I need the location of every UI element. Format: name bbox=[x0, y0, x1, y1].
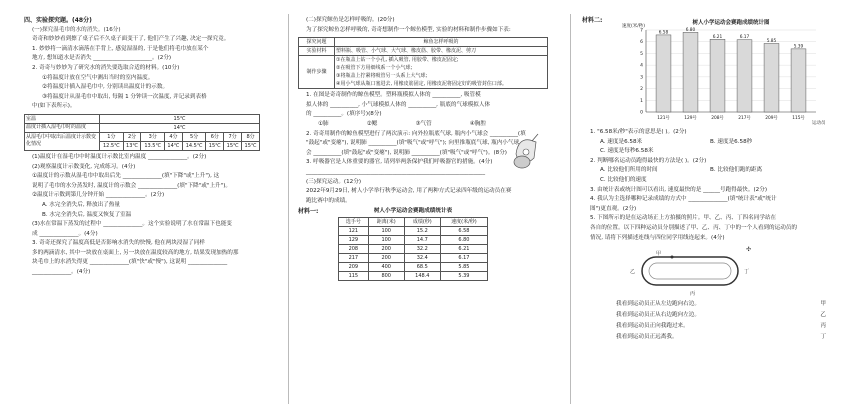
speed-bar-chart bbox=[620, 16, 825, 128]
y-tick-label: 0 bbox=[640, 110, 643, 116]
text-line: A. 速度是6.58米 bbox=[600, 138, 643, 145]
table-cell: 实验材料 bbox=[299, 47, 335, 56]
option: ②鳃 bbox=[366, 120, 378, 127]
model-table bbox=[298, 37, 548, 89]
match-person: 丁 bbox=[820, 334, 826, 341]
material-1-label: 材料一: bbox=[298, 208, 319, 216]
text-line: ______________。(4分) bbox=[32, 269, 91, 276]
step-text: ④用小气球从瓶口塞进去, 用橡皮筋固定, 用橡皮泥将固定好的吸管封住口部。 bbox=[336, 81, 507, 88]
text-line: 1. "6.58米/秒"表示的意思是( )。(2分) bbox=[590, 129, 687, 135]
table-cell: 5.39 bbox=[440, 271, 487, 280]
table-cell: 6.80 bbox=[440, 235, 487, 244]
section-title: 四、实验探究题。(48分) bbox=[24, 17, 92, 24]
data-label: 6.21 bbox=[712, 34, 723, 40]
table-cell: 15.2 bbox=[404, 226, 440, 235]
table-cell: 3分 bbox=[141, 132, 165, 141]
table-row bbox=[339, 271, 488, 280]
text-line: 3. 由统计表或统计图可以看出, 速度最快的是 ______号跑得最快。(2分) bbox=[590, 186, 767, 193]
text-line: 会 __________(填"鼓起"或"变瘪"), 说明肺 __________(填"吸气"或"呼气")。(8分) bbox=[306, 149, 507, 156]
chart-title: 树人小学运动会赛跑成绩统计图 bbox=[692, 20, 770, 26]
x-tick-label: 209号 bbox=[765, 116, 778, 121]
text-line: (1)温度计在湿毛巾中时温度计示数比室内温度 ______________。(2分) bbox=[32, 153, 207, 160]
table-cell: 100 bbox=[368, 226, 404, 235]
table-cell: 室温 bbox=[25, 114, 100, 123]
text-line: 3. 奇奇还探究了温度高低是否影响水消失的快慢, 他在两块浸湿了同样 bbox=[32, 240, 205, 247]
table-cell: 温度计插入湿毛巾时的温度 bbox=[25, 123, 100, 132]
column-3 bbox=[582, 16, 840, 343]
text-line: (二)探究鲸鱼是怎样呼吸的。(20分) bbox=[306, 17, 395, 23]
bar bbox=[656, 35, 671, 112]
data-label: 5.85 bbox=[766, 38, 777, 44]
svg-text:丙: 丙 bbox=[690, 291, 696, 298]
text-line: 中(如下表所示)。 bbox=[32, 103, 76, 110]
svg-text:丁: 丁 bbox=[744, 269, 750, 276]
temperature-table bbox=[24, 114, 260, 151]
text-line: (一)探究湿毛巾的水的消失。(16分) bbox=[32, 26, 121, 33]
table-cell: 121 bbox=[339, 226, 369, 235]
text-line: B. 水完全消失后, 温度又恢复了室温 bbox=[42, 211, 132, 218]
text-line: ③将温度计从湿毛巾中取出, 每隔 1 分钟读一次温度, 并记录到表格 bbox=[42, 93, 207, 100]
table-cell: 15℃ bbox=[206, 141, 224, 150]
bar bbox=[683, 32, 698, 112]
table-cell: 200 bbox=[368, 244, 404, 253]
table-cell: 6.21 bbox=[440, 244, 487, 253]
text-line: 2. 奇奇与妙妙为了研究水的消失要选取合适的材料。(10分) bbox=[32, 64, 180, 71]
table-header: 速度(米/秒) bbox=[440, 217, 487, 226]
table-cell: 12.5℃ bbox=[100, 141, 124, 150]
option: ④胸腔 bbox=[469, 120, 486, 127]
text-line: 为了探究鲸鱼怎样呼吸的, 奇奇想制作一个鲸鱼模型, 实验的材料和制作步骤如下表: bbox=[306, 26, 511, 33]
x-tick-label: 129号 bbox=[684, 116, 697, 121]
table-cell: 800 bbox=[368, 271, 404, 280]
table-cell: 15℃ bbox=[100, 114, 260, 123]
x-tick-label: 121号 bbox=[657, 116, 670, 121]
match-row bbox=[582, 321, 840, 332]
text-line: 3. 呼吸器官是人体重要的器官, 请列举两条保护我们呼吸器官的措施。(4分) bbox=[306, 159, 493, 166]
data-label: 5.39 bbox=[793, 44, 804, 50]
text-line: ②将温度计插入湿毛巾中, 分别读出温度计的示数。 bbox=[42, 84, 169, 91]
text-line: 多的两滴清水, 其中一块放在桌面上, 另一块放在温度较高的地方, 结果发现加热的那 bbox=[32, 249, 239, 256]
table-cell: 6.17 bbox=[440, 253, 487, 262]
table-cell: 13.5℃ bbox=[141, 141, 165, 150]
table-cell: 32.2 bbox=[404, 244, 440, 253]
match-statement: 我看到运动员正从右边跑向左边。 bbox=[616, 312, 700, 319]
x-tick-label: 208号 bbox=[711, 116, 724, 121]
match-row bbox=[582, 299, 840, 310]
table-title: 树人小学运动会赛跑成绩统计表 bbox=[373, 208, 453, 215]
table-cell: 32.4 bbox=[404, 253, 440, 262]
match-statement: 我看到运动员正远离我。 bbox=[616, 334, 678, 341]
data-label: 6.80 bbox=[685, 27, 696, 33]
svg-text:✣: ✣ bbox=[746, 246, 752, 254]
table-cell: 14.7 bbox=[404, 235, 440, 244]
text-line: 成 ______________。(4分) bbox=[32, 230, 98, 237]
step-text: ①在瓶盖上钻一个小孔, 插入吸管, 用胶带、橡皮泥固定; bbox=[336, 57, 459, 64]
table-cell: 从湿毛巾中取出后温度计示数变化情况 bbox=[25, 132, 100, 150]
match-row bbox=[582, 310, 840, 321]
text-line: 1. 妙妙将一滴清水滴落在手背上, 感觉湿湿的, 于是他们将毛巾放在某个 bbox=[32, 45, 209, 52]
bar bbox=[737, 40, 752, 112]
table-cell: 217 bbox=[339, 253, 369, 262]
table-cell: 13℃ bbox=[123, 141, 141, 150]
step-text: ②在吸管下方用细线系一个小气球; bbox=[336, 65, 413, 72]
text-line: 各自的位置。以下四种运动员分别描述了甲、乙、丙、丁中的一个人看到的运动员的 bbox=[590, 224, 797, 231]
text-line: 2. 判断哪名运动员跑得最快的方法是( )。(2分) bbox=[590, 157, 707, 164]
material-2-label: 材料二: bbox=[582, 17, 603, 24]
y-tick-label: 3 bbox=[640, 75, 643, 81]
y-tick-label: 6 bbox=[640, 40, 643, 46]
table-cell: 塑料瓶、吸管、小气球、大气球、橡皮筋、胶带、橡皮泥、剪刀 bbox=[335, 47, 548, 56]
y-tick-label: 2 bbox=[640, 87, 643, 93]
option: ①肺 bbox=[318, 120, 329, 127]
text-line: 跑比赛中的成绩。 bbox=[306, 197, 351, 204]
table-cell: 100 bbox=[368, 235, 404, 244]
table-cell: 68.5 bbox=[404, 262, 440, 271]
table-cell: 5.85 bbox=[440, 262, 487, 271]
x-axis-label: 运动员 bbox=[812, 121, 825, 126]
text-line: C. 速度是每秒6.58米 bbox=[600, 148, 654, 155]
text-line: ②温度计示数到第几分钟开始 ______________。(2分) bbox=[32, 192, 165, 199]
options-row bbox=[582, 138, 840, 148]
whale-model-image bbox=[508, 132, 548, 172]
match-row bbox=[582, 332, 840, 343]
table-header: 距离(米) bbox=[368, 217, 404, 226]
y-tick-label: 1 bbox=[640, 98, 643, 104]
text-line: 拟人体的 __________, 小气球模拟人体的 __________, 瓶底的气球模拟人体 bbox=[306, 101, 491, 108]
match-statement: 我看到运动员正向我跑过来。 bbox=[616, 323, 689, 330]
data-label: 6.17 bbox=[739, 35, 750, 41]
x-tick-label: 115号 bbox=[792, 116, 805, 121]
table-cell: 400 bbox=[368, 262, 404, 271]
table-row bbox=[339, 244, 488, 253]
table-row bbox=[339, 262, 488, 271]
text-line: 地方, 想知道水是否消失 _____________________。(2分) bbox=[32, 55, 172, 62]
match-person: 乙 bbox=[820, 312, 826, 319]
table-cell: 15℃ bbox=[224, 141, 242, 150]
text-line: 说明了毛巾的水分蒸发时, 温度计的示数会 ______________(填"下降"或"上升")。 bbox=[32, 182, 231, 189]
table-cell: 8分 bbox=[242, 132, 260, 141]
track-figure bbox=[582, 243, 840, 299]
table-cell: 14.5℃ bbox=[182, 141, 206, 150]
text-line: 1. 在图是奇奇制作的鲸鱼模型。塑料瓶模拟人体的 __________, 吸管模 bbox=[306, 92, 481, 99]
table-cell: 115 bbox=[339, 271, 369, 280]
text-line: 2. 奇奇用制作的鲸鱼模型进行了两次演示: 向外拉瓶底气球, 瓶内小气球会 __________(填 bbox=[306, 130, 526, 137]
y-tick-label: 5 bbox=[640, 51, 643, 57]
column-divider bbox=[288, 14, 289, 404]
race-table bbox=[338, 217, 488, 281]
option: ③气管 bbox=[415, 120, 432, 127]
table-row bbox=[339, 235, 488, 244]
table-cell: 4分 bbox=[165, 132, 183, 141]
text-line: 4. 我认为主选择哪种记录成绩的方式中 ______________(填"统计表"或"统计 bbox=[590, 196, 777, 203]
y-axis-label: 速度(米/秒) bbox=[622, 24, 646, 29]
table-cell bbox=[335, 56, 548, 89]
text-line: B. 比较他们跑的距离 bbox=[710, 167, 763, 174]
table-cell: 14℃ bbox=[100, 123, 260, 132]
bar bbox=[710, 39, 725, 112]
table-row bbox=[339, 226, 488, 235]
text-line: 图")更直观。(2分) bbox=[590, 205, 637, 212]
table-cell: 200 bbox=[368, 253, 404, 262]
text-line: 块毛巾上的水消失得更 ______________(填"快"或"慢"), 这说明 ______________ bbox=[32, 259, 228, 266]
text-line: C. 比较他们的速度 bbox=[600, 176, 647, 183]
options-row bbox=[582, 166, 840, 176]
bar bbox=[764, 43, 779, 112]
table-cell: 14℃ bbox=[165, 141, 183, 150]
table-cell: 探究问题 bbox=[299, 38, 335, 47]
y-tick-label: 4 bbox=[640, 63, 643, 69]
table-cell: 6分 bbox=[206, 132, 224, 141]
table-cell: 208 bbox=[339, 244, 369, 253]
table-header: 成绩(秒) bbox=[404, 217, 440, 226]
table-cell: 15℃ bbox=[242, 141, 260, 150]
text-line: 5. 下图所示的是在运动场正上方拍摄的照片。甲、乙、丙、丁四名同学站在 bbox=[590, 215, 777, 222]
table-cell: 鲸鱼怎样呼吸的 bbox=[335, 38, 548, 47]
text-line: ①温度计的示数从湿毛巾中取出后先 ______________(填"下降"或"上升"), 这 bbox=[32, 173, 220, 180]
svg-text:乙: 乙 bbox=[630, 269, 636, 276]
options-row bbox=[298, 120, 556, 130]
data-label: 6.58 bbox=[658, 30, 669, 36]
text-line: (2)观察温度计示数变化, 完成练习。(4分) bbox=[32, 163, 136, 170]
text-line: (3)水在常温下蒸发的过程中 ______________。这个实验说明了水在常温下也能变 bbox=[32, 221, 232, 228]
text-line: 情况, 请将下列描述连线与四位同学用线连起来。(4分) bbox=[590, 234, 725, 241]
text-line: A. 比较他们所用的时间 bbox=[600, 167, 658, 174]
text-line: "鼓起"或"变瘪"), 说明肺 __________(填"吸气"或"呼气"); 向里推瓶底气球, 瓶内小气球 bbox=[306, 140, 520, 147]
table-cell: 6.58 bbox=[440, 226, 487, 235]
text-line: ①将温度计放在空气中测出当时的室内温度。 bbox=[42, 74, 154, 81]
y-tick-label: 7 bbox=[640, 28, 643, 34]
column-1 bbox=[24, 16, 282, 278]
x-tick-label: 217号 bbox=[738, 116, 751, 121]
table-cell: 129 bbox=[339, 235, 369, 244]
match-person: 甲 bbox=[820, 301, 826, 308]
svg-text:甲: 甲 bbox=[656, 251, 662, 258]
table-row bbox=[339, 253, 488, 262]
text-line: 2022年9月29日, 树人小学举行秋季运动会, 用了两种方式记录四年级的运动员在赛 bbox=[306, 188, 512, 195]
table-cell: 5分 bbox=[182, 132, 206, 141]
table-cell: 7分 bbox=[224, 132, 242, 141]
match-statement: 我看到运动员正从左边跑向右边。 bbox=[616, 301, 700, 308]
table-cell: 209 bbox=[339, 262, 369, 271]
table-cell: 148.4 bbox=[404, 271, 440, 280]
text-line: A. 水完全消失后, 释放出了热量 bbox=[42, 201, 120, 208]
table-cell: 制作步骤 bbox=[299, 56, 335, 89]
column-divider bbox=[570, 14, 571, 404]
text-line: ________________________________________________________________ bbox=[306, 168, 485, 175]
text-line: 的 __________。(填序号)(8分) bbox=[306, 111, 382, 118]
table-cell: 2分 bbox=[123, 132, 141, 141]
table-header: 选手号 bbox=[339, 217, 369, 226]
text-line: (三)探究运动。(12分) bbox=[306, 178, 362, 185]
text-line: 奇奇和妙妙看到擦了桌子后不久桌子面变干了, 他们产生了兴趣, 决定一探究竟。 bbox=[32, 36, 230, 43]
match-person: 丙 bbox=[820, 323, 826, 330]
table-cell: 1分 bbox=[100, 132, 124, 141]
text-line: B. 速度是6.58秒 bbox=[710, 138, 753, 145]
step-text: ③将瓶盖上拧紧将吸管另一头系上大气球; bbox=[336, 73, 428, 80]
bar bbox=[791, 49, 806, 112]
